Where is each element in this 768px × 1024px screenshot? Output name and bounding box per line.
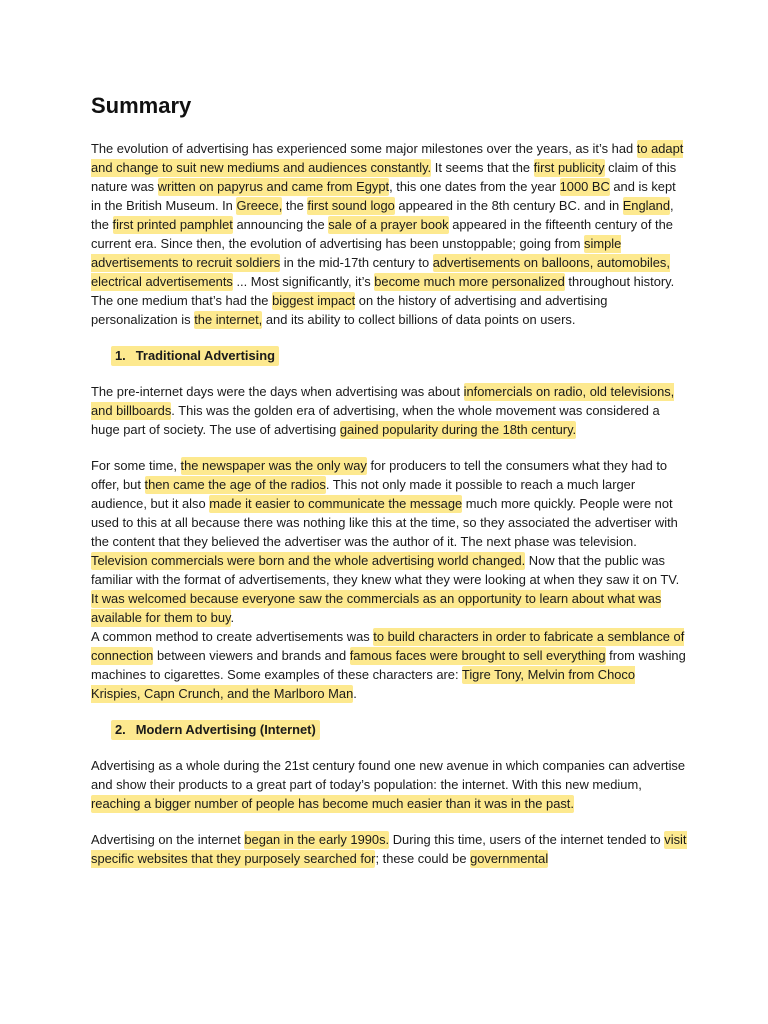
text-run: announcing the: [232, 217, 329, 232]
text-run: appeared in the 8th century BC. and in: [394, 198, 623, 213]
section-heading-label: [111, 346, 279, 366]
highlighted-text: visit specific websites that they purposely searched for: [91, 832, 687, 866]
highlighted-text: made it easier to communicate the message: [209, 496, 463, 511]
highlighted-text: to build characters in order to fabricate a semblance of connection: [91, 629, 685, 663]
text-run: . This was the golden era of advertising, when the whole movement was considered a huge part of society. The use of advertising: [91, 403, 660, 437]
text-run: and is kept in the British Museum. In: [91, 179, 676, 213]
text-run: in the mid-17th century to: [280, 255, 433, 270]
text-run: between viewers and brands and: [153, 648, 350, 663]
text-run: the: [282, 198, 308, 213]
highlighted-text: first publicity: [533, 160, 605, 175]
highlighted-text: to adapt and change to suit new mediums and audiences constantly.: [91, 141, 684, 175]
page-title: Summary: [91, 93, 192, 118]
highlighted-text: infomercials on radio, old televisions, and billboards: [91, 384, 675, 418]
traditional-paragraph-1: [91, 382, 687, 439]
traditional-paragraph-2: [91, 456, 687, 627]
highlighted-text: then came the age of the radios: [144, 477, 326, 492]
highlighted-text: sale of a prayer book: [328, 217, 449, 232]
highlighted-text: become much more personalized: [374, 274, 565, 289]
highlighted-text: It was welcomed because everyone saw the commercials as an opportunity to learn about what was available for them to buy: [91, 591, 662, 625]
text-run: claim of this nature was: [91, 160, 677, 194]
highlighted-text: Greece,: [236, 198, 283, 213]
text-run: throughout history. The one medium that’s had the: [91, 274, 675, 308]
text-run: For some time,: [91, 458, 181, 473]
highlighted-text: biggest impact: [272, 293, 356, 308]
text-run: A common method to create advertisements was: [91, 629, 374, 644]
modern-paragraph-2: [91, 830, 687, 868]
text-run: on the history of advertising and advertising personalization is: [91, 293, 608, 327]
document-page: [91, 90, 687, 885]
highlighted-text: governmental: [470, 851, 549, 866]
text-run: , this one dates from the year: [389, 179, 560, 194]
section-heading-label: [111, 720, 320, 740]
highlighted-text: first printed pamphlet: [112, 217, 233, 232]
section-title: Modern Advertising (Internet): [135, 722, 316, 737]
section-number: 1.: [115, 348, 126, 363]
highlighted-text: Tigre Tony, Melvin from Choco Krispies, Capn Crunch, and the Marlboro Man: [91, 667, 636, 701]
section-heading-traditional: [111, 346, 687, 365]
highlighted-text: began in the early 1990s.: [244, 832, 390, 847]
summary-paragraph: [91, 139, 687, 329]
text-run: .: [230, 610, 235, 625]
text-run: The pre-internet days were the days when advertising was about: [91, 384, 464, 399]
highlighted-text: gained popularity during the 18th century.: [339, 422, 577, 437]
modern-paragraph-1: [91, 756, 687, 813]
text-run: , the: [91, 198, 674, 232]
highlighted-text: advertisements on balloons, automobiles, electrical advertisements: [91, 255, 670, 289]
highlighted-text: England: [622, 198, 671, 213]
highlighted-text: 1000 BC: [559, 179, 610, 194]
text-run: appeared in the fifteenth century of the current era. Since then, the evolution of advertising has been unstoppable; going from: [91, 217, 673, 251]
section-number: 2.: [115, 722, 126, 737]
highlighted-text: the internet,: [194, 312, 263, 327]
highlighted-text: simple advertisements to recruit soldiers: [91, 236, 622, 270]
text-run: ; these could be: [375, 851, 471, 866]
text-run: and its ability to collect billions of data points on users.: [262, 312, 576, 327]
text-run: Advertising as a whole during the 21st century found one new avenue in which companies can advertise and show their products to a great part of today’s population: the internet. With this new medium,: [91, 758, 686, 792]
text-run: Advertising on the internet: [91, 832, 245, 847]
traditional-paragraph-3: [91, 627, 687, 703]
text-run: Now that the public was familiar with the format of advertisements, they knew what they were looking at when they saw it on TV.: [91, 553, 680, 587]
text-run: The evolution of advertising has experienced some major milestones over the years, as it’s had: [91, 141, 637, 156]
text-run: It seems that the: [431, 160, 534, 175]
section-title: Traditional Advertising: [135, 348, 275, 363]
text-run: During this time, users of the internet tended to: [389, 832, 665, 847]
highlighted-text: Television commercials were born and the whole advertising world changed.: [91, 553, 526, 568]
section-heading-modern: [111, 720, 687, 739]
text-run: . This not only made it possible to reach a much larger audience, but it also: [91, 477, 636, 511]
text-run: for producers to tell the consumers what they had to offer, but: [91, 458, 668, 492]
highlighted-text: first sound logo: [307, 198, 395, 213]
highlighted-text: famous faces were brought to sell everything: [349, 648, 606, 663]
text-run: ... Most significantly, it’s: [232, 274, 375, 289]
text-run: much more quickly. People were not used to this at all because there was nothing like this at the time, so they associated the advertiser with the content that they believed the advertiser was the author of it. The next phase was television.: [91, 496, 678, 549]
text-run: .: [353, 686, 357, 701]
highlighted-text: written on papyrus and came from Egypt: [157, 179, 390, 194]
highlighted-text: reaching a bigger number of people has become much easier than it was in the past.: [91, 796, 574, 811]
text-run: from washing machines to cigarettes. Some examples of these characters are:: [91, 648, 686, 682]
highlighted-text: the newspaper was the only way: [180, 458, 367, 473]
